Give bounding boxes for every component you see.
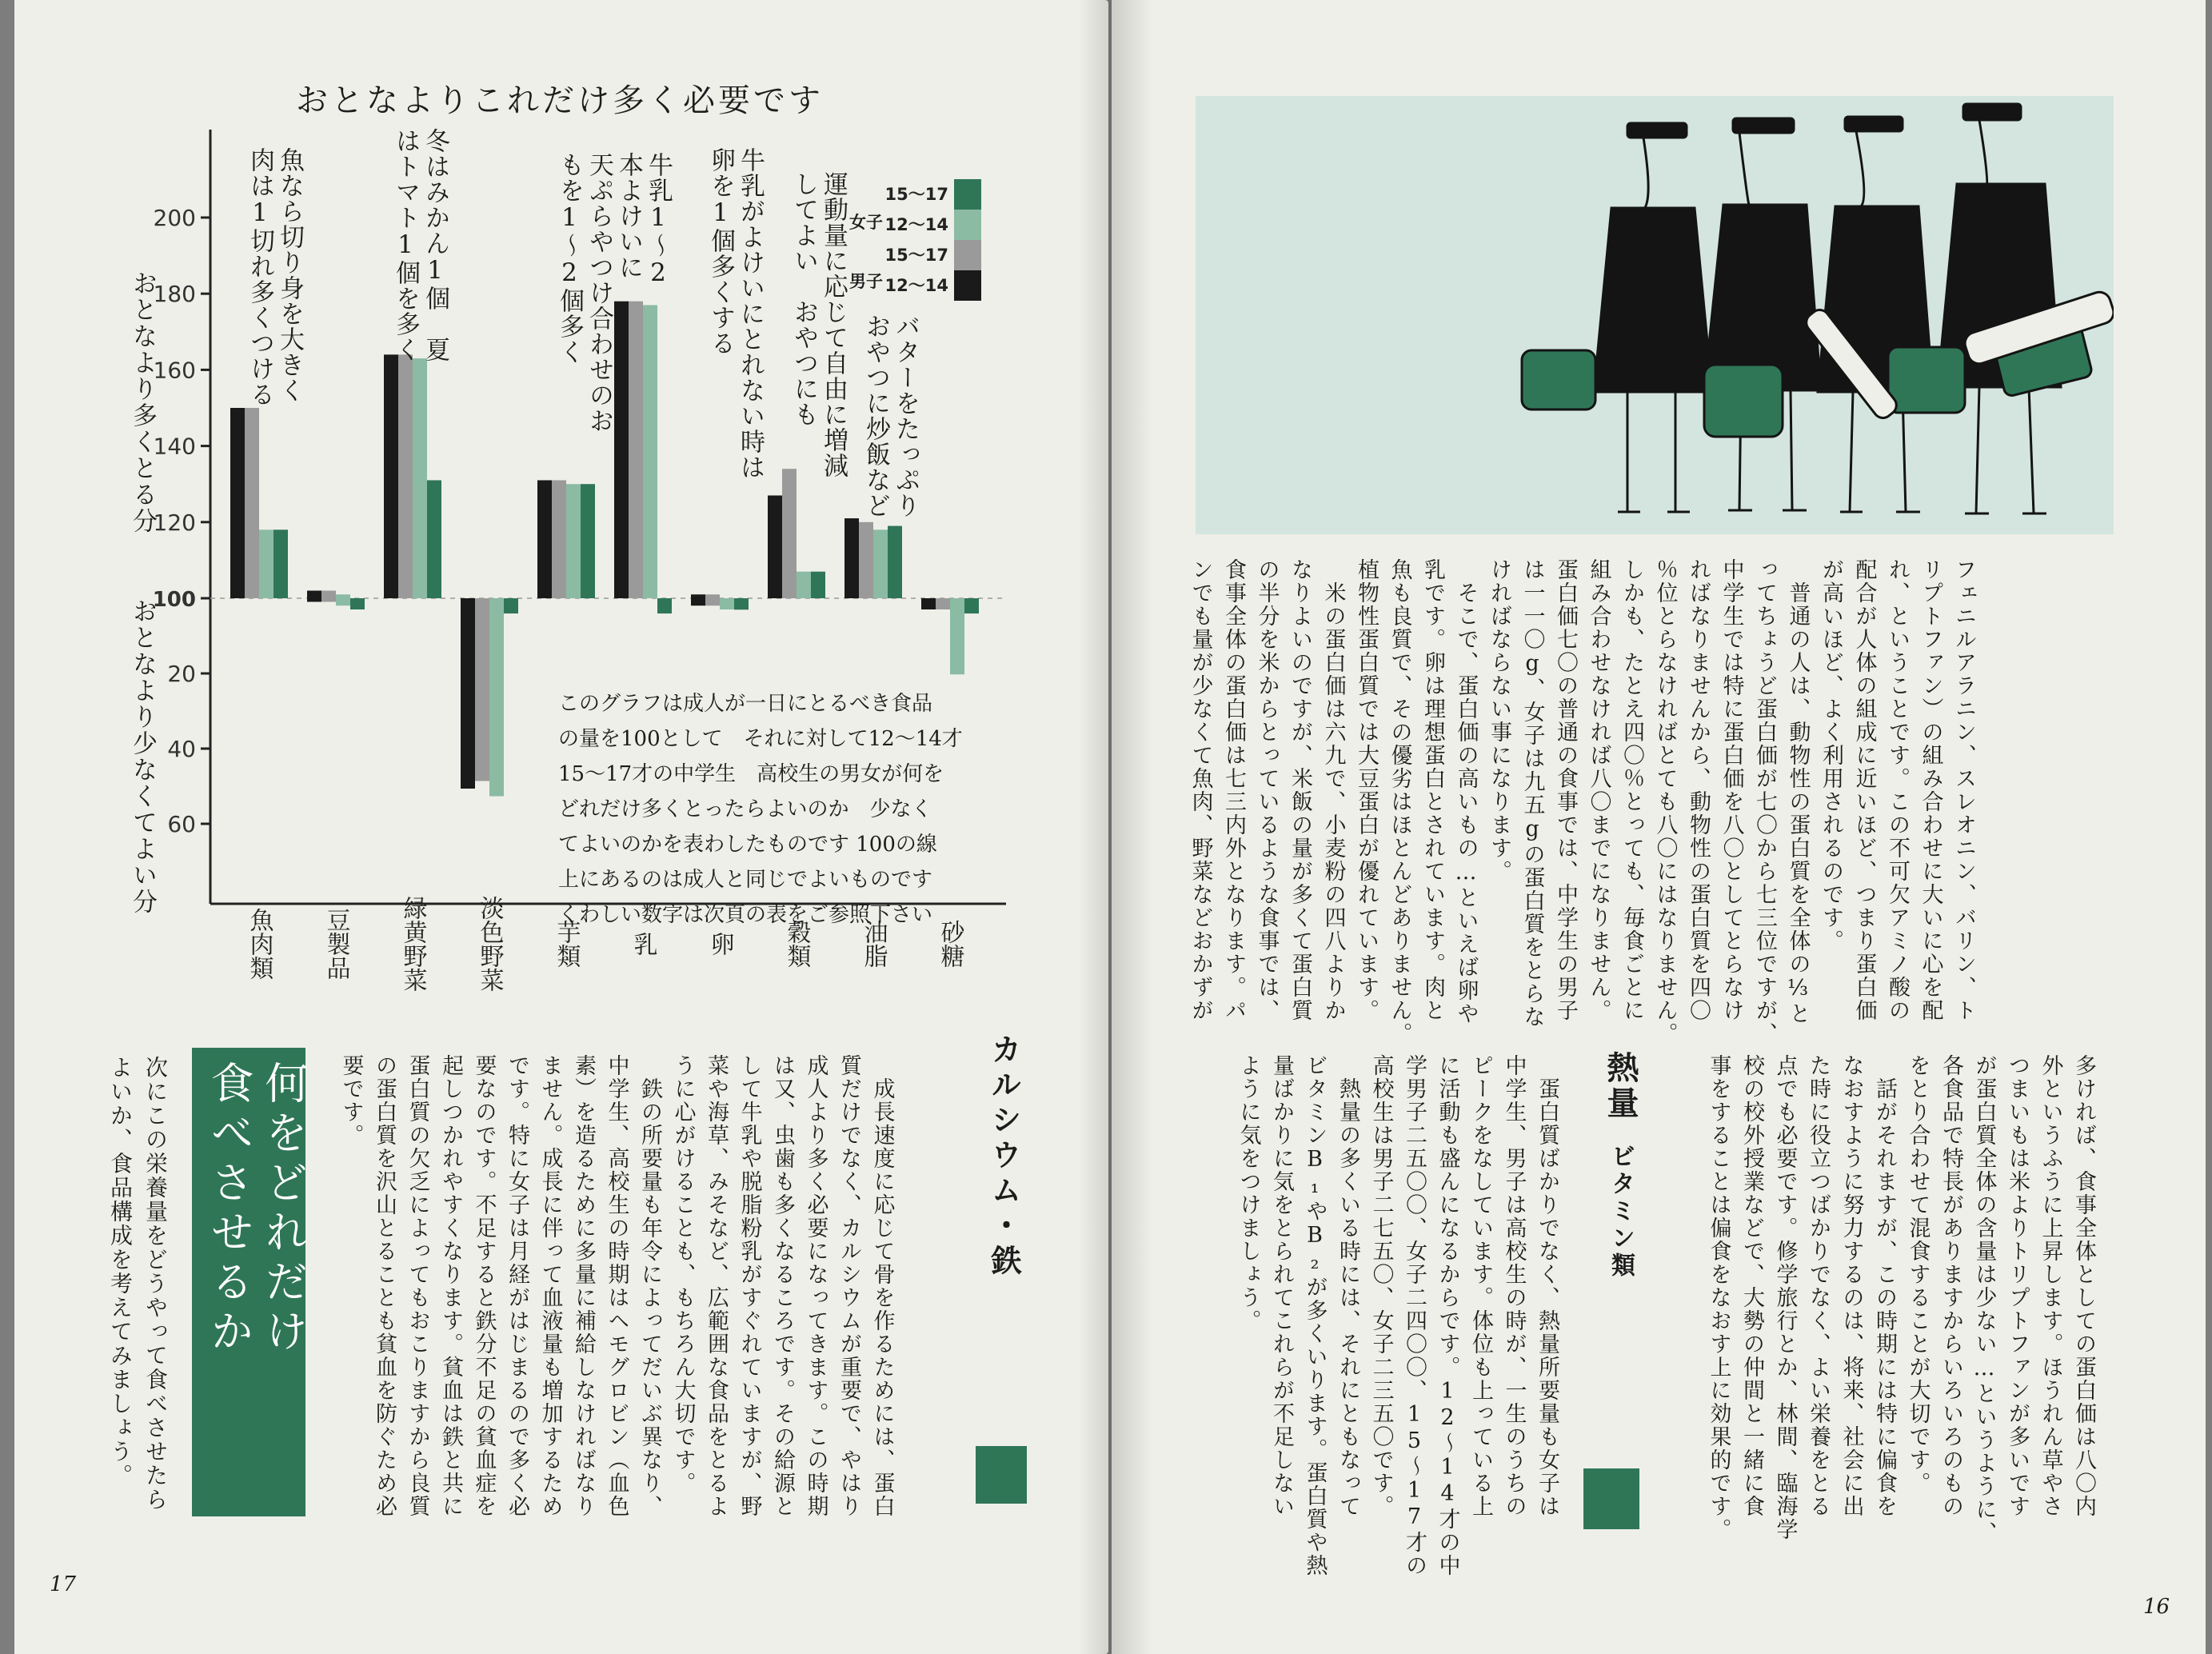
y-tick-label: 180: [153, 281, 196, 308]
heat-heading: 熱量: [1602, 1051, 1639, 1121]
y-tick-label: 20: [167, 661, 196, 687]
bar-4-3: [581, 484, 595, 598]
x-tick-label: 淡色野菜: [475, 896, 504, 992]
bar-4-0: [537, 480, 552, 598]
y-tick-label: 60: [167, 811, 196, 837]
main-title: 何をどれだけ 食べさせるか: [204, 1061, 309, 1358]
student-4: [1938, 104, 2061, 513]
annotation-milk-potato: 牛乳1〜2 本よけいに 天ぷらやつけ合わせのお もを1〜2個多く: [555, 152, 673, 433]
bar-8-0: [844, 518, 859, 598]
bar-3-3: [504, 598, 518, 613]
legend-label: 12〜14: [884, 276, 948, 295]
bar-6-0: [691, 594, 705, 605]
y-tick-label: 200: [153, 205, 196, 231]
bar-7-3: [811, 572, 825, 598]
bar-2-0: [384, 354, 398, 598]
heat-text: 蛋白質ばかりでなく、熱量所要量も女子は 中学生、男子は高校生の時が、一生のうちの ピークをなしています。体位も上っている上 に活動も盛んになるからです。12〜14才の中 学男子二五〇〇、女子二四〇〇、15〜17才の 高校生は男子二七五〇、女子二三五〇です。 熱量の多くいる時には、それにともなって ビタミンB₁やB₂が多くいります。蛋白質や熱 量ばかりに気をとられてこれらが不足しない ように気をつけましょう。: [1236, 1054, 1559, 1577]
bar-3-2: [489, 598, 504, 797]
bar-4-2: [566, 484, 581, 598]
y-axis-label-upper: おとなより多くとる分: [128, 270, 157, 534]
annotation-oil: バターをたっぷり おやつに炒飯など: [861, 314, 920, 518]
x-tick-label: 油脂: [859, 920, 888, 968]
student-figures: [1594, 104, 2061, 513]
bar-0-1: [245, 408, 259, 598]
x-tick-label: 魚肉類: [245, 908, 274, 980]
bar-5-3: [657, 598, 672, 613]
vitamin-heading: ビタミン類: [1607, 1144, 1635, 1280]
students-drawing: [1196, 96, 2114, 534]
student-2: [1704, 118, 1821, 510]
y-axis-label-lower: おとなより少なくてよい分: [128, 598, 157, 915]
x-tick-label: 芋類: [552, 920, 581, 968]
calcium-iron-text: 成長速度に応じて骨を作るためには、蛋白 質だけでなく、カルシウムが重要で、やはり 成人より多く必要になってきます。この時期 は又、虫歯も多くなるころです。その給源と して牛乳や脱脂粉乳がすぐれていますが、野 菜や海草、みそなど、広範囲な食品をとるよ うに心がけることも、もちろん大切です。 鉄の所要量も年令によってだいぶ異なり、 中学生、高校生の時期はヘモグロビン（血色 素）を造るために多量に補給しなければなり ません。成長に伴って血液量も増加するため です。特に女子は月経がはじまるので多く必 要なのです。不足すると鉄分不足の貧血症を 起しつかれやすくなります。貧血は鉄と共に 蛋白質の欠乏によってもおこりますから良質 の蛋白質を沢山とることも貧血を防ぐため必 要です。: [338, 1054, 895, 1518]
illustration-four-students: [1196, 96, 2114, 534]
legend-label: 15〜17: [884, 185, 948, 204]
annotation-egg: 牛乳がよけいにとれない時は 卵を1個多くする: [706, 147, 765, 480]
bar-9-0: [921, 598, 936, 609]
bar-7-2: [797, 572, 811, 598]
x-tick-label: 卵: [705, 932, 734, 956]
heat-green-marker: [1583, 1468, 1639, 1529]
bar-0-3: [274, 529, 288, 598]
bar-4-1: [552, 480, 566, 598]
legend-swatch: [954, 210, 981, 240]
gutter-shadow-right: [1112, 0, 1152, 1654]
protein-text: フェニルアラニン、スレオニン、バリン、ト リプトファン）の組み合わせに大いに心を配 れ、ということです。この不可欠アミノ酸の 配合が人体の組成に近いほど、つまり蛋白価 が高いほど、よく利用されるのです。 普通の人は、動物性の蛋白質を全体の⅓と ってちょうど蛋白価が七〇から七三位ですが、 中学生では特に蛋白価を八〇としてとらなけ ればなりませんから、動物性の蛋白質を四〇 ％位とらなければとても八〇にはなりません。 しかも、たとえ四〇％とっても、毎食ごとに 組み合わせなければ八〇までになりません。 蛋白価七〇の普通の食事では、中学生の男子 は一一〇g、女子は九五gの蛋白質をとらな ければならない事になります。 そこで、蛋白価の高いもの…といえば卵や 乳です。卵は理想蛋白とされています。肉と 魚も良質で、その優劣はほとんどありません。 植物性蛋白質では大豆蛋白が優れています。 米の蛋白価は六九で、小麦粉の四八よりか なりよいのですが、米飯の量が多くて蛋白質 の半分を米からとっているような食事では、 食事全体の蛋白価は七三内外となります。パ ンでも量が少なくて魚肉、野菜などおかずが: [1188, 558, 1976, 1045]
chart-note: このグラフは成人が一日にとるべき食品 の量を100として それに対して12〜14才 15〜17才の中学生 高校生の男女が何を どれだけ多くとったらよいのか 少なく てよいのかを表わしたものです 100の線 上にあるのは成人と同じでよいものです くわしい数字は次頁の表をご参照下さい: [558, 692, 963, 927]
bar-7-0: [768, 495, 782, 598]
y-tick-label: 40: [167, 736, 196, 762]
y-tick-label: 140: [153, 433, 196, 460]
legend-group-girls: 女子: [849, 213, 883, 232]
bar-1-1: [321, 590, 336, 601]
legend-label: 15〜17: [884, 246, 948, 265]
title-box: [192, 1048, 309, 1516]
bar-6-2: [720, 598, 734, 609]
bar-3-1: [475, 598, 489, 781]
y-tick-label: 160: [153, 357, 196, 384]
lower-text: 多ければ、食事全体としての蛋白価は八〇内 外というふうに上昇します。ほうれん草やさ つまいもは米よりトリプトファンが多いです が蛋白質全体の含量は少ない…というように、 各食品で特長がありますからいろいろのもの をとり合わせて混食することが大切です。 話がそれますが、この時期には特に偏食を なおすように努力するのは、将来、社会に出 た時に役立つばかりでなく、よい栄養をとる 点でも必要です。修学旅行とか、林間、臨海学 校の校外授業などで、大勢の仲間と一緒に食 事をすることは偏食をなおす上に効果的です。: [1706, 1054, 2096, 1544]
bar-8-2: [873, 529, 888, 598]
legend-label: 12〜14: [884, 215, 948, 234]
calcium-iron-heading: カルシウム・鉄: [986, 1033, 1021, 1280]
bar-0-0: [230, 408, 245, 598]
left-page: [14, 0, 1108, 1654]
bar-8-3: [888, 526, 902, 598]
y-tick-label: 120: [153, 509, 196, 536]
x-tick-label: 穀類: [782, 920, 811, 968]
calcium-green-marker: [976, 1446, 1027, 1504]
x-tick-label: 砂糖: [936, 920, 964, 968]
bar-1-0: [307, 590, 321, 601]
x-tick-label: 緑黄野菜: [398, 896, 427, 992]
student-3: [1818, 117, 1933, 512]
bar-8-1: [859, 522, 873, 598]
legend-swatch: [954, 270, 981, 301]
x-tick-label: 乳: [629, 932, 657, 956]
page-number-right: 16: [2143, 1595, 2170, 1619]
bar-6-1: [705, 594, 720, 605]
legend-swatch: [954, 179, 981, 210]
bar-2-2: [413, 358, 427, 598]
page-number-left: 17: [50, 1572, 77, 1596]
bar-6-3: [734, 598, 749, 609]
chart-title: おとなよりこれだけ多く必要です: [296, 82, 824, 119]
annotation-fish: 魚なら切り身を大きく 肉は1切れ多くつける: [246, 147, 304, 407]
bar-3-0: [461, 598, 475, 789]
bar-2-3: [427, 480, 441, 598]
x-tick-label: 豆製品: [321, 908, 350, 980]
annotation-green-veg: 冬はみかん1個 夏 はトマト1個を多く: [391, 128, 449, 362]
student-1: [1594, 123, 1712, 512]
bar-9-1: [936, 598, 950, 609]
legend-swatch: [954, 240, 981, 270]
y-tick-label: 100: [152, 588, 196, 612]
legend-group-boys: 男子: [849, 272, 883, 291]
intro-text: 次にこの栄養量をどうやって食べさせたら よいか、食品構成を考えてみましょう。: [107, 1056, 169, 1512]
bar-1-2: [336, 594, 350, 605]
bar-9-3: [964, 598, 979, 613]
bar-0-2: [259, 529, 274, 598]
bar-9-2: [950, 598, 964, 674]
bar-2-1: [398, 354, 413, 598]
bar-1-3: [350, 598, 365, 609]
bar-7-1: [782, 469, 797, 598]
annotation-grain: 運動量に応じて自由に増減 してよい おやつにも: [789, 171, 848, 478]
